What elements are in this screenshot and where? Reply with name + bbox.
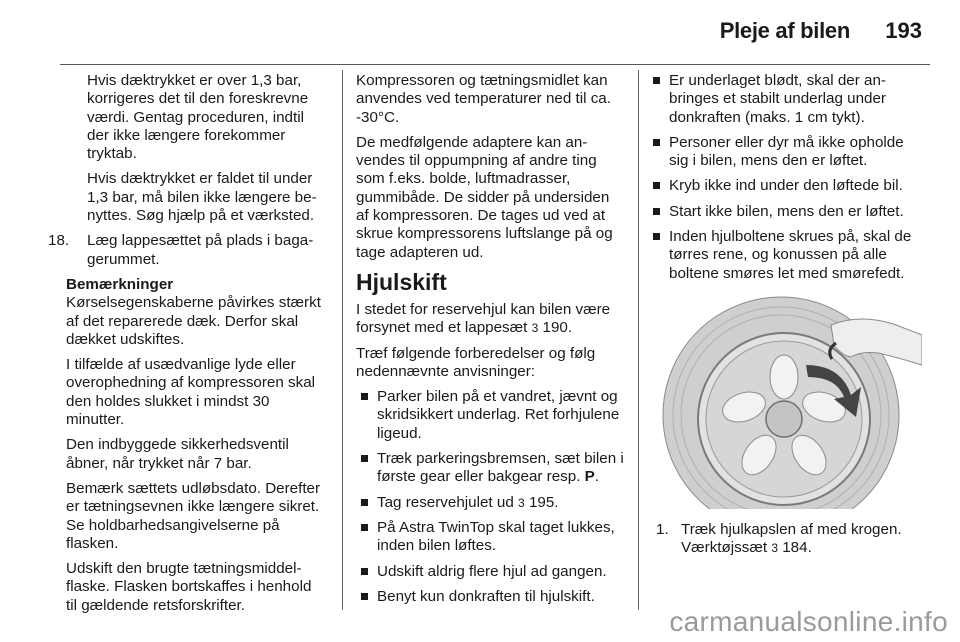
paragraph (356, 301, 624, 338)
watermark: carmanualsonline.info (669, 606, 948, 637)
reference-arrow-icon: 3 (518, 495, 525, 510)
step-1 (648, 521, 924, 558)
step-text: Læg lappesættet på plads i bagagerummet. (87, 232, 314, 268)
reference-arrow-icon: 3 (531, 321, 539, 336)
step-number: 18. (48, 232, 70, 250)
bullet-square-icon (653, 77, 660, 84)
wheel-hub (766, 401, 802, 437)
list-item-text: Benyt kun donkraften til hjulskift. (377, 587, 595, 605)
paragraph: Hvis dæktrykket er over 1,3 bar, korrigeres det til den foreskrevne værdi. Gentag proceduren, indtil der ikke længere forekommer tryktab. (87, 72, 309, 163)
paragraph: Kørselsegenskaberne påvirkes stærkt af det reparerede dæk. Derfor skal dækket udskiftes. (66, 294, 321, 348)
list-item (356, 494, 624, 512)
bullet-list (648, 72, 924, 283)
paragraph: Hvis dæktrykket er faldet til under 1,3 bar, må bilen ikke længere benyttes. Søg hjælp på et værksted. (87, 170, 317, 225)
page-title: Pleje af bilen (719, 18, 850, 43)
bullet-square-icon (653, 233, 660, 240)
bullet-square-icon (361, 393, 368, 400)
list-item (356, 450, 624, 487)
list-item (356, 588, 624, 606)
bullet-square-icon (361, 593, 368, 600)
notes-heading: Bemærkninger (66, 275, 174, 293)
list-item-text: Udskift aldrig flere hjul ad gangen. (377, 562, 607, 580)
section-heading: Hjulskift (356, 268, 447, 295)
list-item (648, 203, 924, 221)
list-item-text: Kryb ikke ind under den løftede bil. (669, 177, 903, 195)
paragraph: Kompressoren og tætningsmidlet kan anvendes ved temperaturer ned til ca. -30°C. (356, 72, 611, 126)
bullet-square-icon (361, 455, 368, 462)
bullet-square-icon (653, 182, 660, 189)
wheel-cover-illustration (656, 295, 922, 509)
page-reference-link[interactable]: 190. (542, 319, 573, 337)
page-reference-link[interactable]: 184. (782, 539, 812, 557)
column-1 (48, 72, 326, 622)
gear-letter: P (584, 468, 595, 486)
intro-text: I stedet for reservehjul kan bilen være forsynet med et lappesæt (356, 300, 611, 337)
bullet-square-icon (653, 139, 660, 146)
bullet-square-icon (361, 524, 368, 531)
list-item (648, 177, 924, 195)
list-item-text: Inden hjulboltene skrues på, skal de tørres rene, og konussen på alle boltene smøres let med smørefedt. (669, 228, 912, 282)
bullet-list (356, 388, 624, 606)
list-item (356, 519, 624, 556)
paragraph: Træf følgende forberedelser og følg nedennævnte anvisninger: (356, 344, 596, 380)
step-18 (48, 232, 326, 269)
list-item (356, 563, 624, 581)
paragraph: De medfølgende adaptere kan anvendes til oppumpning af andre ting som f.eks. bolde, luftmadrasser, gummibåde. De sidder på undersiden af kompressoren. De tages ud ved at skrue kompressorens luftslange på og tage adapteren ud. (356, 133, 613, 261)
list-item-text: Er underlaget blødt, skal der anbringes et stabilt underlag under donkraften (maks. 1 cm tykt). (669, 72, 886, 126)
list-item (648, 134, 924, 171)
paragraph: Udskift den brugte tætningsmiddelflaske. Flasken bortskaffes i henhold til gældende retsforskrifter. (66, 560, 312, 614)
column-3 (648, 72, 924, 558)
paragraph: Den indbyggede sikkerhedsventil åbner, når trykket når 7 bar. (66, 436, 289, 472)
list-item-text: På Astra TwinTop skal taget lukkes, inden bilen løftes. (377, 518, 615, 555)
list-item (648, 72, 924, 127)
punctuation: . (594, 468, 600, 486)
page-reference-link[interactable]: 195. (528, 493, 559, 511)
list-item (648, 228, 924, 283)
step-number: 1. (656, 520, 669, 538)
column-divider (342, 70, 343, 610)
list-item-text: Parker bilen på et vandret, jævnt og skridsikkert underlag. Ret forhjulene ligeud. (377, 388, 620, 442)
page-number: 193 (885, 18, 922, 43)
list-item-text: Start ikke bilen, mens den er løftet. (669, 202, 904, 220)
bullet-square-icon (361, 499, 368, 506)
step-text: Træk hjulkapslen af med krogen. Værktøjssæt (681, 520, 902, 557)
page-header (60, 0, 930, 65)
bullet-square-icon (653, 208, 660, 215)
paragraph: I tilfælde af usædvanlige lyde eller overophedning af kompressoren skal den holdes slukket i mindst 30 minutter. (66, 356, 316, 429)
column-2 (356, 72, 624, 613)
list-item-text: Træk parkeringsbremsen, sæt bilen i første gear eller bakgear resp. (377, 450, 624, 486)
paragraph: Bemærk sættets udløbsdato. Derefter er tætningsevnen ikke længere sikret. Se holdbarhedsangivelserne på flasken. (66, 479, 321, 552)
wheel-illustration-svg (656, 295, 922, 509)
bullet-square-icon (361, 568, 368, 575)
reference-arrow-icon: 3 (771, 541, 778, 556)
list-item-text: Personer eller dyr må ikke opholde sig i bilen, mens den er løftet. (669, 133, 904, 170)
column-divider (638, 70, 639, 610)
list-item (356, 388, 624, 443)
list-item-text: Tag reservehjulet ud (377, 493, 514, 511)
